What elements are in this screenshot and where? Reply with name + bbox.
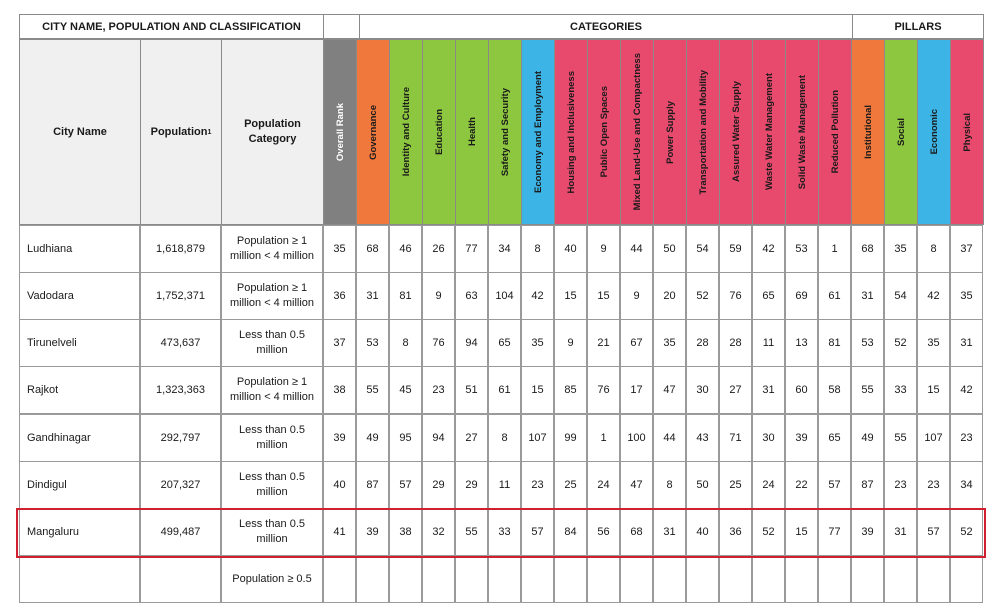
- cell-solid-waste-management: 53: [785, 225, 818, 273]
- column-header-population-label: Population: [150, 125, 208, 138]
- cell-physical: 35: [950, 272, 983, 320]
- cell-waste-water-management: 42: [752, 225, 785, 273]
- cell-mixed-land-use-and-compactness: [620, 555, 653, 603]
- column-header-institutional: [851, 39, 885, 225]
- cell-population-category: Population ≥ 1 million < 4 million: [221, 225, 323, 273]
- cell-population: 207,327: [140, 461, 221, 509]
- column-header-economy-and-employment: [521, 39, 555, 225]
- cell-identity-and-culture: [389, 555, 422, 603]
- cell-reduced-pollution: 77: [818, 508, 851, 556]
- cell-institutional: 31: [851, 272, 884, 320]
- cell-health: 51: [455, 366, 488, 414]
- column-header-governance: [356, 39, 390, 225]
- cell-identity-and-culture: 45: [389, 366, 422, 414]
- cell-mixed-land-use-and-compactness: 100: [620, 414, 653, 462]
- cell-waste-water-management: 65: [752, 272, 785, 320]
- population-footnote-marker: 1: [207, 128, 212, 136]
- cell-population: 1,323,363: [140, 366, 221, 414]
- cell-health: [455, 555, 488, 603]
- cell-governance: [356, 555, 389, 603]
- column-header-overall-rank: [323, 39, 357, 225]
- cell-health: 77: [455, 225, 488, 273]
- cell-institutional: 39: [851, 508, 884, 556]
- cell-population-category: Less than 0.5 million: [221, 508, 323, 556]
- table-row: [0, 509, 1000, 556]
- cell-health: 27: [455, 414, 488, 462]
- cell-solid-waste-management: 13: [785, 319, 818, 367]
- cell-waste-water-management: 24: [752, 461, 785, 509]
- cell-economic: 8: [917, 225, 950, 273]
- cell-education: 29: [422, 461, 455, 509]
- column-header-label: Economic: [928, 109, 940, 155]
- cell-housing-and-inclusiveness: 85: [554, 366, 587, 414]
- cell-social: 55: [884, 414, 917, 462]
- cell-power-supply: 20: [653, 272, 686, 320]
- column-header-label: Physical: [961, 112, 973, 152]
- cell-transportation-and-mobility: 52: [686, 272, 719, 320]
- cell-social: 54: [884, 272, 917, 320]
- cell-waste-water-management: [752, 555, 785, 603]
- cell-physical: 23: [950, 414, 983, 462]
- cell-power-supply: 31: [653, 508, 686, 556]
- cell-governance: 39: [356, 508, 389, 556]
- cell-public-open-spaces: 24: [587, 461, 620, 509]
- cell-mixed-land-use-and-compactness: 9: [620, 272, 653, 320]
- cell-transportation-and-mobility: 43: [686, 414, 719, 462]
- column-header-population-category: [221, 39, 324, 225]
- cell-institutional: 49: [851, 414, 884, 462]
- cell-city-name: Dindigul: [19, 461, 140, 509]
- column-header-label: Economy and Employment: [532, 71, 544, 193]
- column-header-mixed-land-use-and-compactness: [620, 39, 654, 225]
- cell-assured-water-supply: [719, 555, 752, 603]
- cell-transportation-and-mobility: 30: [686, 366, 719, 414]
- cell-reduced-pollution: 58: [818, 366, 851, 414]
- cell-population: 473,637: [140, 319, 221, 367]
- cell-reduced-pollution: 1: [818, 225, 851, 273]
- column-header-label: Education: [433, 109, 445, 155]
- cell-city-name: Tirunelveli: [19, 319, 140, 367]
- cell-public-open-spaces: 56: [587, 508, 620, 556]
- column-header-city-name: [19, 39, 141, 225]
- table-row: [0, 367, 1000, 414]
- cell-housing-and-inclusiveness: 84: [554, 508, 587, 556]
- cell-public-open-spaces: 21: [587, 319, 620, 367]
- cell-housing-and-inclusiveness: 40: [554, 225, 587, 273]
- cell-governance: 55: [356, 366, 389, 414]
- cell-solid-waste-management: [785, 555, 818, 603]
- cell-physical: 34: [950, 461, 983, 509]
- cell-physical: 42: [950, 366, 983, 414]
- cell-education: 23: [422, 366, 455, 414]
- cell-power-supply: 8: [653, 461, 686, 509]
- cell-institutional: 53: [851, 319, 884, 367]
- cell-education: 94: [422, 414, 455, 462]
- cell-safety-and-security: 65: [488, 319, 521, 367]
- cell-overall-rank: [323, 555, 356, 603]
- cell-identity-and-culture: 38: [389, 508, 422, 556]
- cell-mixed-land-use-and-compactness: 47: [620, 461, 653, 509]
- cell-institutional: 68: [851, 225, 884, 273]
- cell-institutional: 55: [851, 366, 884, 414]
- cell-housing-and-inclusiveness: 25: [554, 461, 587, 509]
- column-header-label: Reduced Pollution: [829, 90, 841, 174]
- cell-economic: 23: [917, 461, 950, 509]
- cell-social: 33: [884, 366, 917, 414]
- cell-physical: 31: [950, 319, 983, 367]
- cell-social: [884, 555, 917, 603]
- cell-economic: 107: [917, 414, 950, 462]
- cell-economic: [917, 555, 950, 603]
- cell-city-name: Mangaluru: [19, 508, 140, 556]
- cell-economy-and-employment: 57: [521, 508, 554, 556]
- column-header-safety-and-security: [488, 39, 522, 225]
- cell-governance: 87: [356, 461, 389, 509]
- table-row: [0, 273, 1000, 320]
- cell-health: 55: [455, 508, 488, 556]
- group-header-pillars: PILLARS: [852, 14, 984, 39]
- column-header-housing-and-inclusiveness: [554, 39, 588, 225]
- cell-institutional: [851, 555, 884, 603]
- cell-identity-and-culture: 95: [389, 414, 422, 462]
- cell-solid-waste-management: 60: [785, 366, 818, 414]
- cell-transportation-and-mobility: 54: [686, 225, 719, 273]
- cell-population: 1,752,371: [140, 272, 221, 320]
- cell-identity-and-culture: 8: [389, 319, 422, 367]
- cell-safety-and-security: 61: [488, 366, 521, 414]
- cell-reduced-pollution: 81: [818, 319, 851, 367]
- column-header-power-supply: [653, 39, 687, 225]
- column-header-transportation-and-mobility: [686, 39, 720, 225]
- cell-power-supply: [653, 555, 686, 603]
- cell-assured-water-supply: 28: [719, 319, 752, 367]
- cell-identity-and-culture: 57: [389, 461, 422, 509]
- cell-economic: 15: [917, 366, 950, 414]
- column-header-label: Solid Waste Management: [796, 74, 808, 190]
- cell-mixed-land-use-and-compactness: 17: [620, 366, 653, 414]
- cell-housing-and-inclusiveness: 9: [554, 319, 587, 367]
- column-header-label: Governance: [367, 104, 379, 160]
- cell-education: 32: [422, 508, 455, 556]
- column-header-label: Mixed Land-Use and Compactness: [631, 53, 643, 211]
- cell-city-name: [19, 555, 140, 603]
- cell-safety-and-security: 33: [488, 508, 521, 556]
- cell-population-category: Population ≥ 1 million < 4 million: [221, 366, 323, 414]
- column-header-assured-water-supply: [719, 39, 753, 225]
- cell-city-name: Vadodara: [19, 272, 140, 320]
- cell-population-category: Population ≥ 0.5: [221, 555, 323, 603]
- cell-identity-and-culture: 81: [389, 272, 422, 320]
- cell-governance: 68: [356, 225, 389, 273]
- cell-education: 9: [422, 272, 455, 320]
- cell-mixed-land-use-and-compactness: 44: [620, 225, 653, 273]
- table-row: [0, 226, 1000, 273]
- cell-economy-and-employment: 23: [521, 461, 554, 509]
- cell-economic: 42: [917, 272, 950, 320]
- cell-assured-water-supply: 27: [719, 366, 752, 414]
- cell-power-supply: 35: [653, 319, 686, 367]
- cell-overall-rank: 37: [323, 319, 356, 367]
- cell-transportation-and-mobility: 50: [686, 461, 719, 509]
- cell-economy-and-employment: 8: [521, 225, 554, 273]
- column-header-population: [140, 39, 222, 225]
- cell-power-supply: 44: [653, 414, 686, 462]
- cell-transportation-and-mobility: 28: [686, 319, 719, 367]
- cell-population: [140, 555, 221, 603]
- column-header-physical: [950, 39, 984, 225]
- cell-solid-waste-management: 69: [785, 272, 818, 320]
- cell-education: [422, 555, 455, 603]
- cell-assured-water-supply: 71: [719, 414, 752, 462]
- cell-social: 31: [884, 508, 917, 556]
- cell-power-supply: 50: [653, 225, 686, 273]
- cell-overall-rank: 41: [323, 508, 356, 556]
- cell-social: 35: [884, 225, 917, 273]
- cell-public-open-spaces: 15: [587, 272, 620, 320]
- column-header-label: Power Supply: [664, 100, 676, 164]
- column-header-economic: [917, 39, 951, 225]
- cell-health: 63: [455, 272, 488, 320]
- cell-overall-rank: 38: [323, 366, 356, 414]
- column-header-label: Social: [895, 118, 907, 146]
- cell-population: 292,797: [140, 414, 221, 462]
- cell-population-category: Population ≥ 1 million < 4 million: [221, 272, 323, 320]
- group-header-rank-spacer: [323, 14, 360, 39]
- cell-waste-water-management: 30: [752, 414, 785, 462]
- column-header-public-open-spaces: [587, 39, 621, 225]
- cell-public-open-spaces: 9: [587, 225, 620, 273]
- column-header-label: Identity and Culture: [400, 87, 412, 177]
- cell-population-category: Less than 0.5 million: [221, 461, 323, 509]
- group-header-city: CITY NAME, POPULATION AND CLASSIFICATION: [19, 14, 324, 39]
- cell-waste-water-management: 11: [752, 319, 785, 367]
- column-header-label: Waste Water Management: [763, 73, 775, 191]
- cell-governance: 31: [356, 272, 389, 320]
- cell-city-name: Ludhiana: [19, 225, 140, 273]
- cell-overall-rank: 36: [323, 272, 356, 320]
- column-header-identity-and-culture: [389, 39, 423, 225]
- column-header-label: Public Open Spaces: [598, 86, 610, 178]
- cell-economy-and-employment: [521, 555, 554, 603]
- cell-social: 23: [884, 461, 917, 509]
- cell-reduced-pollution: [818, 555, 851, 603]
- cell-housing-and-inclusiveness: 99: [554, 414, 587, 462]
- cell-governance: 53: [356, 319, 389, 367]
- column-header-label: Health: [466, 117, 478, 147]
- cell-city-name: Rajkot: [19, 366, 140, 414]
- cell-institutional: 87: [851, 461, 884, 509]
- column-header-solid-waste-management: [785, 39, 819, 225]
- cell-power-supply: 47: [653, 366, 686, 414]
- cell-mixed-land-use-and-compactness: 68: [620, 508, 653, 556]
- cell-population-category: Less than 0.5 million: [221, 414, 323, 462]
- cell-reduced-pollution: 57: [818, 461, 851, 509]
- cell-economy-and-employment: 42: [521, 272, 554, 320]
- cell-mixed-land-use-and-compactness: 67: [620, 319, 653, 367]
- column-header-waste-water-management: [752, 39, 786, 225]
- cell-health: 94: [455, 319, 488, 367]
- cell-economy-and-employment: 35: [521, 319, 554, 367]
- cell-assured-water-supply: 25: [719, 461, 752, 509]
- cell-safety-and-security: 11: [488, 461, 521, 509]
- cell-waste-water-management: 52: [752, 508, 785, 556]
- column-header-population-category-label: Population Category: [244, 118, 301, 145]
- column-header-city-name-label: City Name: [53, 125, 107, 138]
- cell-physical: [950, 555, 983, 603]
- cell-public-open-spaces: [587, 555, 620, 603]
- column-header-education: [422, 39, 456, 225]
- cell-safety-and-security: [488, 555, 521, 603]
- cell-reduced-pollution: 61: [818, 272, 851, 320]
- cell-reduced-pollution: 65: [818, 414, 851, 462]
- cell-governance: 49: [356, 414, 389, 462]
- cell-economy-and-employment: 107: [521, 414, 554, 462]
- cell-solid-waste-management: 22: [785, 461, 818, 509]
- cell-assured-water-supply: 36: [719, 508, 752, 556]
- cell-education: 76: [422, 319, 455, 367]
- cell-overall-rank: 35: [323, 225, 356, 273]
- cell-physical: 37: [950, 225, 983, 273]
- cell-transportation-and-mobility: 40: [686, 508, 719, 556]
- column-header-label: Overall Rank: [334, 102, 346, 162]
- group-header-categories: CATEGORIES: [359, 14, 853, 39]
- cell-solid-waste-management: 39: [785, 414, 818, 462]
- table-row: [0, 462, 1000, 509]
- cell-public-open-spaces: 1: [587, 414, 620, 462]
- cell-physical: 52: [950, 508, 983, 556]
- column-header-social: [884, 39, 918, 225]
- cell-identity-and-culture: 46: [389, 225, 422, 273]
- cell-safety-and-security: 104: [488, 272, 521, 320]
- table-row: [0, 556, 1000, 603]
- cell-assured-water-supply: 76: [719, 272, 752, 320]
- column-header-label: Safety and Security: [499, 87, 511, 177]
- column-header-label: Assured Water Supply: [730, 81, 742, 183]
- cell-health: 29: [455, 461, 488, 509]
- table-row: [0, 415, 1000, 462]
- cell-social: 52: [884, 319, 917, 367]
- cell-population-category: Less than 0.5 million: [221, 319, 323, 367]
- cell-waste-water-management: 31: [752, 366, 785, 414]
- cell-safety-and-security: 34: [488, 225, 521, 273]
- cell-safety-and-security: 8: [488, 414, 521, 462]
- column-header-label: Housing and Inclusiveness: [565, 70, 577, 194]
- cell-housing-and-inclusiveness: 15: [554, 272, 587, 320]
- cell-overall-rank: 39: [323, 414, 356, 462]
- column-header-label: Transportation and Mobility: [697, 69, 709, 195]
- column-header-label: Institutional: [862, 105, 874, 159]
- cell-education: 26: [422, 225, 455, 273]
- cell-economic: 57: [917, 508, 950, 556]
- column-header-health: [455, 39, 489, 225]
- cell-assured-water-supply: 59: [719, 225, 752, 273]
- cell-population: 499,487: [140, 508, 221, 556]
- cell-housing-and-inclusiveness: [554, 555, 587, 603]
- cell-population: 1,618,879: [140, 225, 221, 273]
- table-row: [0, 320, 1000, 367]
- cell-transportation-and-mobility: [686, 555, 719, 603]
- column-header-reduced-pollution: [818, 39, 852, 225]
- cell-economic: 35: [917, 319, 950, 367]
- cell-public-open-spaces: 76: [587, 366, 620, 414]
- cell-solid-waste-management: 15: [785, 508, 818, 556]
- cell-city-name: Gandhinagar: [19, 414, 140, 462]
- cell-economy-and-employment: 15: [521, 366, 554, 414]
- cell-overall-rank: 40: [323, 461, 356, 509]
